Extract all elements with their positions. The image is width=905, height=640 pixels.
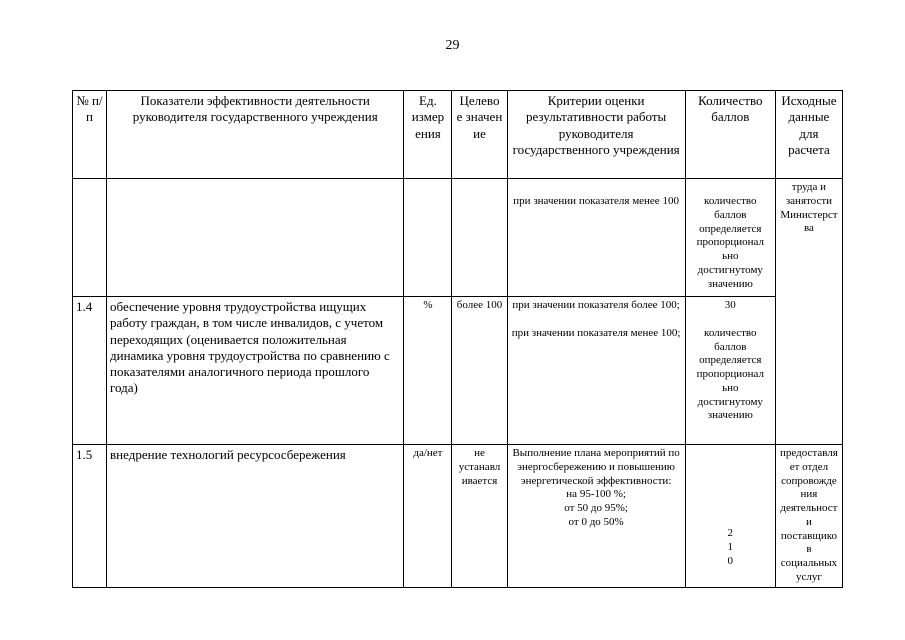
cell-criteria: [507, 179, 685, 297]
header-score: Количество баллов: [685, 91, 775, 179]
cell-score: [685, 297, 775, 445]
header-num: № п/п: [73, 91, 107, 179]
criteria-title: Выполнение плана мероприятий по энергосбережению и повышению энергетической эффективности:: [512, 447, 680, 487]
table-header-row: [73, 91, 843, 179]
criteria-text: при значении показателя менее 100: [513, 195, 679, 207]
header-criteria: Критерии оценки результативности работы руководителя государственного учреждения: [507, 91, 685, 179]
cell-name: внедрение технологий ресурсосбережения: [107, 445, 404, 588]
criteria-line: на 95-100 %;: [566, 488, 626, 501]
criteria-line: от 0 до 50%: [568, 515, 624, 528]
header-name: Показатели эффективности деятельности руководителя государственного учреждения: [107, 91, 404, 179]
criteria-line: при значении показателя менее 100;: [511, 326, 681, 339]
cell-criteria: [507, 297, 685, 445]
table-row-1-4: [73, 297, 843, 445]
page-number: 29: [445, 38, 460, 53]
cell-name: обеспечение уровня трудоустройства ищущих работу граждан, в том числе инвалидов, с учетом переходящих (оценивается положительная динамика уровня трудоустройства по сравнению с показателями аналогичного периода прошлого года): [107, 297, 404, 445]
cell-score: [685, 179, 775, 297]
cell-source: [775, 179, 842, 445]
cell-source: предоставля ет отдел сопровожде ния деятельност и поставщиков социальных услуг: [775, 445, 842, 588]
cell-unit: да/нет: [404, 445, 452, 588]
score-value: 0: [727, 554, 734, 567]
criteria-table: [72, 90, 843, 588]
table-row-continued: [73, 179, 843, 297]
cell-score: [685, 445, 775, 588]
table-row-1-5: [73, 445, 843, 588]
criteria-line: при значении показателя более 100;: [512, 299, 680, 311]
score-text: количество баллов определяется пропорционал ьно достигнутому значению: [696, 195, 764, 290]
cell-unit: [404, 179, 452, 297]
cell-name: [107, 179, 404, 297]
criteria-line: от 50 до 95%;: [564, 502, 628, 514]
header-source: Исходные данные для расчета: [775, 91, 842, 179]
score-value: 30: [724, 299, 736, 311]
source-text: труда и занятости Министерст ва: [780, 181, 838, 235]
cell-num: 1.4: [73, 297, 107, 445]
cell-num: 1.5: [73, 445, 107, 588]
score-text: количество баллов определяется пропорционал ьно достигнутому значению: [696, 326, 764, 422]
cell-criteria: [507, 445, 685, 588]
score-value: 1: [727, 540, 734, 553]
header-target: Целево е значен ие: [452, 91, 507, 179]
cell-target: более 100: [452, 297, 507, 445]
cell-target: не устанавл ивается: [452, 445, 507, 588]
header-unit: Ед. измер ения: [404, 91, 452, 179]
score-value: 2: [727, 527, 734, 539]
cell-unit: %: [404, 297, 452, 445]
cell-target: [452, 179, 507, 297]
cell-num: [73, 179, 107, 297]
